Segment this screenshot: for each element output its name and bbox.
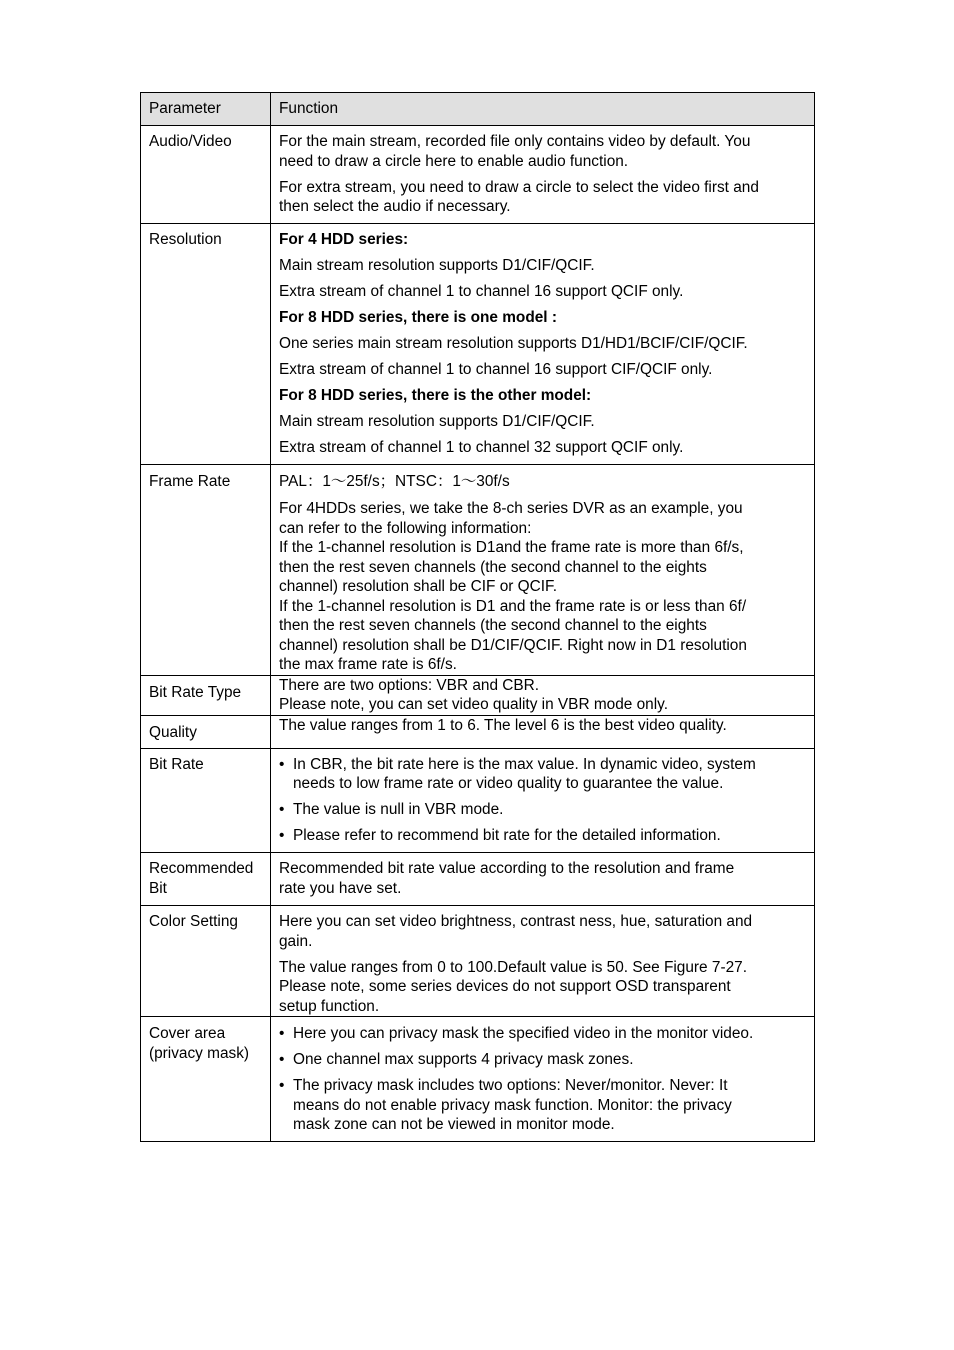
- text-line: channel) resolution shall be CIF or QCIF.: [279, 578, 558, 595]
- function-bit-rate: [271, 748, 815, 853]
- table-header-row: [141, 93, 815, 126]
- bullet-icon: •: [279, 1077, 285, 1094]
- text-line: Please note, some series devices do not support OSD transparent: [279, 978, 731, 995]
- table-row-resolution: [141, 224, 815, 465]
- header-function: Function: [271, 93, 815, 126]
- text-line: The value is null in VBR mode.: [293, 801, 504, 818]
- text-line: Extra stream of channel 1 to channel 16 support QCIF only.: [279, 283, 684, 300]
- bullet-icon: •: [279, 755, 285, 773]
- table-row-bit-rate: [141, 748, 815, 853]
- section-heading: For 8 HDD series, there is one model :: [279, 309, 557, 326]
- text-line: need to draw a circle here to enable audio function.: [279, 152, 629, 170]
- list-item: [279, 1076, 814, 1135]
- param-frame-rate: Frame Rate: [141, 465, 271, 676]
- list-item: [279, 826, 814, 846]
- table-row-audio-video: [141, 126, 815, 224]
- text-line: The value ranges from 0 to 100.Default value is 50. See Figure 7-27.: [279, 958, 747, 976]
- param-bit-rate: Bit Rate: [141, 748, 271, 853]
- text-line: If the 1-channel resolution is D1 and the frame rate is or less than 6f/: [279, 597, 747, 615]
- text-line: The privacy mask includes two options: Never/monitor. Never: It: [293, 1077, 728, 1094]
- param-recommended-bit: [141, 853, 271, 906]
- table-row-cover-area: [141, 1017, 815, 1142]
- parameter-table: [140, 92, 815, 1142]
- function-resolution: [271, 224, 815, 465]
- list-item: [279, 800, 814, 820]
- param-cover-area: [141, 1017, 271, 1142]
- text-line: Recommended bit rate value according to the resolution and frame: [279, 860, 735, 877]
- section-heading: For 4 HDD series:: [279, 231, 409, 248]
- text-line: Here you can set video brightness, contrast ness, hue, saturation and: [279, 913, 753, 930]
- table-row-bit-rate-type: [141, 675, 815, 715]
- text-line: Bit: [149, 879, 167, 897]
- function-recommended-bit: [271, 853, 815, 906]
- bullet-icon: •: [279, 1051, 285, 1068]
- text-line: Please note, you can set video quality in VBR mode only.: [279, 696, 668, 713]
- text-line: Main stream resolution supports D1/CIF/QCIF.: [279, 413, 595, 430]
- header-parameter: Parameter: [141, 93, 271, 126]
- text-line: If the 1-channel resolution is D1and the frame rate is more than 6f/s,: [279, 539, 744, 556]
- bullet-icon: •: [279, 1025, 285, 1042]
- list-item: [279, 755, 814, 794]
- list-item: [279, 1024, 814, 1044]
- section-heading: For 8 HDD series, there is the other model:: [279, 387, 592, 404]
- text-line: Extra stream of channel 1 to channel 32 support QCIF only.: [279, 439, 684, 456]
- param-resolution: Resolution: [141, 224, 271, 465]
- table-row-recommended-bit: [141, 853, 815, 906]
- text-line: Extra stream of channel 1 to channel 16 support CIF/QCIF only.: [279, 361, 713, 378]
- bullet-icon: •: [279, 827, 285, 844]
- table-row-color-setting: [141, 906, 815, 1017]
- text-line: can refer to the following information:: [279, 519, 532, 537]
- list-item: [279, 1050, 814, 1070]
- text-line: For 4HDDs series, we take the 8-ch series DVR as an example, you: [279, 500, 743, 517]
- text-line: One channel max supports 4 privacy mask zones.: [293, 1051, 634, 1068]
- function-quality: [271, 715, 815, 748]
- text-line: Here you can privacy mask the specified video in the monitor video.: [293, 1025, 754, 1042]
- text-line: (privacy mask): [149, 1044, 250, 1062]
- param-bit-rate-type: Bit Rate Type: [141, 675, 271, 715]
- text-line: One series main stream resolution supports D1/HD1/BCIF/CIF/QCIF.: [279, 335, 748, 352]
- text-line: Cover area: [149, 1025, 226, 1042]
- text-line: mask zone can not be viewed in monitor mode.: [293, 1116, 615, 1133]
- text-line: Recommended: [149, 860, 254, 877]
- table-row-quality: [141, 715, 815, 748]
- text-line: For extra stream, you need to draw a circle to select the video first and: [279, 178, 759, 196]
- text-line: needs to low frame rate or video quality to guarantee the value.: [293, 775, 724, 792]
- text-line: then the rest seven channels (the second channel to the eights: [279, 558, 707, 576]
- function-audio-video: [271, 126, 815, 224]
- param-audio-video: Audio/Video: [141, 126, 271, 224]
- text-line: rate you have set.: [279, 879, 402, 897]
- text-line: The value ranges from 1 to 6. The level 6 is the best video quality.: [279, 716, 727, 734]
- text-line: channel) resolution shall be D1/CIF/QCIF. Right now in D1 resolution: [279, 636, 747, 654]
- text-line: For the main stream, recorded file only contains video by default. You: [279, 133, 751, 150]
- param-color-setting: Color Setting: [141, 906, 271, 1017]
- table-row-frame-rate: [141, 465, 815, 676]
- bullet-icon: •: [279, 801, 285, 818]
- text-line: means do not enable privacy mask function. Monitor: the privacy: [293, 1096, 732, 1114]
- text-line: Please refer to recommend bit rate for the detailed information.: [293, 827, 721, 844]
- text-line: Main stream resolution supports D1/CIF/QCIF.: [279, 257, 595, 274]
- function-frame-rate: [271, 465, 815, 676]
- function-color-setting: [271, 906, 815, 1017]
- text-line: the max frame rate is 6f/s.: [279, 656, 457, 673]
- function-cover-area: [271, 1017, 815, 1142]
- text-line: In CBR, the bit rate here is the max value. In dynamic video, system: [293, 755, 756, 773]
- text-line: gain.: [279, 932, 313, 950]
- text-line: There are two options: VBR and CBR.: [279, 676, 540, 694]
- text-line: then select the audio if necessary.: [279, 198, 511, 215]
- text-line: PAL：1～25f/s；NTSC：1～30f/s: [279, 473, 510, 490]
- text-line: then the rest seven channels (the second channel to the eights: [279, 617, 707, 634]
- param-quality: Quality: [141, 715, 271, 748]
- text-line: setup function.: [279, 997, 380, 1015]
- function-bit-rate-type: [271, 675, 815, 715]
